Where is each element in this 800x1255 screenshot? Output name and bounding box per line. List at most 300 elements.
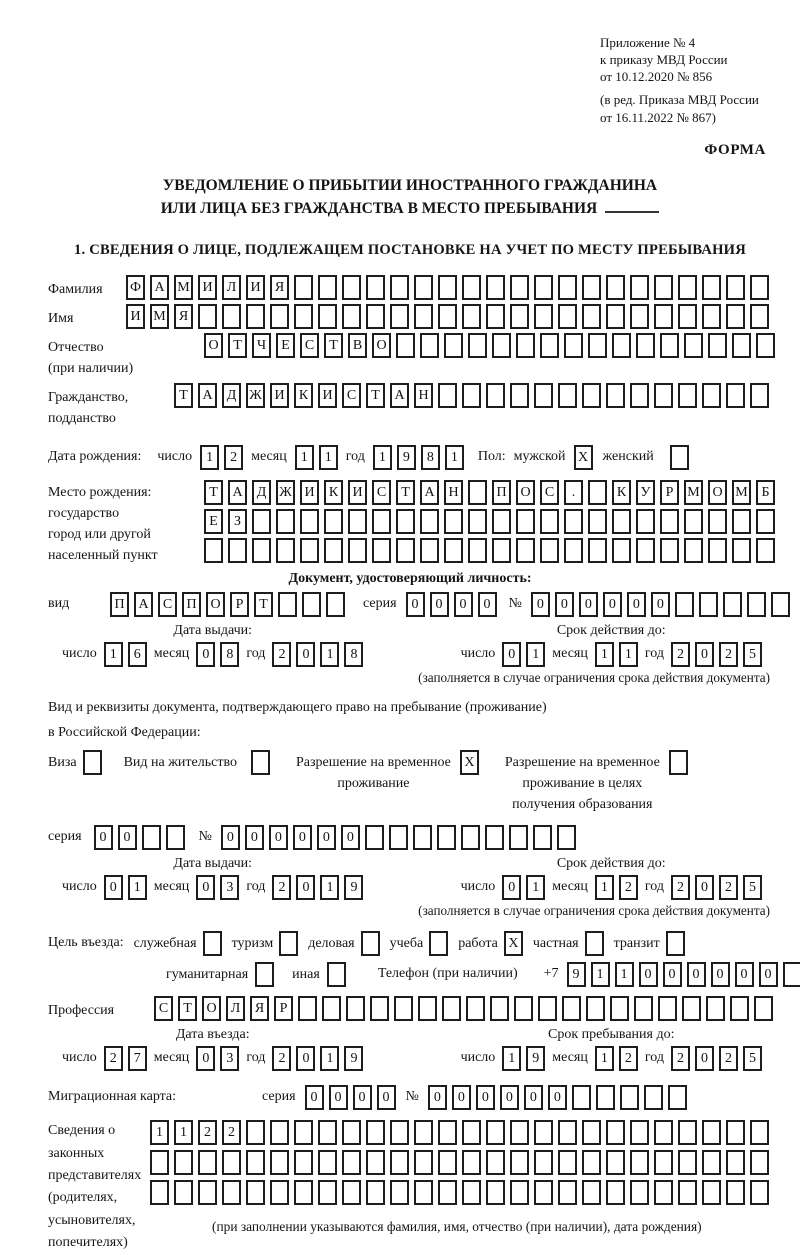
purpose-transit-checkbox[interactable] bbox=[666, 931, 685, 956]
char-box[interactable]: 0 bbox=[428, 1085, 447, 1110]
char-box[interactable] bbox=[414, 1180, 433, 1205]
char-box[interactable]: 9 bbox=[344, 1046, 363, 1071]
char-box[interactable]: 1 bbox=[320, 875, 339, 900]
char-box[interactable] bbox=[540, 509, 559, 534]
char-box[interactable] bbox=[540, 333, 559, 358]
char-box[interactable]: 1 bbox=[595, 642, 614, 667]
char-box[interactable]: И bbox=[198, 275, 217, 300]
char-box[interactable]: 0 bbox=[478, 592, 497, 617]
char-box[interactable] bbox=[461, 825, 480, 850]
char-box[interactable] bbox=[534, 1120, 553, 1145]
char-box[interactable] bbox=[318, 304, 337, 329]
char-box[interactable]: 1 bbox=[373, 445, 392, 470]
char-box[interactable] bbox=[726, 275, 745, 300]
char-box[interactable] bbox=[572, 1085, 591, 1110]
char-box[interactable] bbox=[636, 538, 655, 563]
char-box[interactable]: Л bbox=[222, 275, 241, 300]
char-box[interactable] bbox=[558, 383, 577, 408]
char-box[interactable] bbox=[678, 383, 697, 408]
char-box[interactable]: О bbox=[202, 996, 221, 1021]
char-box[interactable]: С bbox=[342, 383, 361, 408]
char-box[interactable]: Т bbox=[178, 996, 197, 1021]
char-box[interactable]: И bbox=[348, 480, 367, 505]
char-box[interactable]: 0 bbox=[317, 825, 336, 850]
char-box[interactable]: 2 bbox=[619, 875, 638, 900]
char-box[interactable] bbox=[342, 304, 361, 329]
char-box[interactable] bbox=[198, 1180, 217, 1205]
char-box[interactable] bbox=[634, 996, 653, 1021]
char-box[interactable] bbox=[270, 1120, 289, 1145]
char-box[interactable] bbox=[708, 538, 727, 563]
char-box[interactable]: К bbox=[612, 480, 631, 505]
char-box[interactable]: М bbox=[684, 480, 703, 505]
char-box[interactable]: 5 bbox=[743, 1046, 762, 1071]
char-box[interactable]: 9 bbox=[526, 1046, 545, 1071]
char-box[interactable]: 0 bbox=[406, 592, 425, 617]
char-box[interactable] bbox=[462, 383, 481, 408]
char-box[interactable] bbox=[678, 304, 697, 329]
char-box[interactable]: Ж bbox=[276, 480, 295, 505]
char-box[interactable] bbox=[342, 275, 361, 300]
char-box[interactable] bbox=[732, 509, 751, 534]
sex-male-checkbox[interactable]: X bbox=[574, 445, 593, 470]
char-box[interactable] bbox=[582, 383, 601, 408]
char-box[interactable] bbox=[394, 996, 413, 1021]
char-box[interactable]: Т bbox=[228, 333, 247, 358]
char-box[interactable]: 3 bbox=[220, 1046, 239, 1071]
char-box[interactable] bbox=[754, 996, 773, 1021]
char-box[interactable]: 1 bbox=[526, 642, 545, 667]
char-box[interactable]: 1 bbox=[591, 962, 610, 987]
char-box[interactable] bbox=[582, 1180, 601, 1205]
char-box[interactable]: 0 bbox=[221, 825, 240, 850]
char-box[interactable]: 2 bbox=[619, 1046, 638, 1071]
char-box[interactable] bbox=[348, 538, 367, 563]
char-box[interactable]: 2 bbox=[719, 875, 738, 900]
char-box[interactable]: 0 bbox=[639, 962, 658, 987]
char-box[interactable]: 3 bbox=[220, 875, 239, 900]
char-box[interactable] bbox=[562, 996, 581, 1021]
char-box[interactable]: А bbox=[134, 592, 153, 617]
char-box[interactable]: 0 bbox=[196, 1046, 215, 1071]
char-box[interactable] bbox=[750, 1180, 769, 1205]
char-box[interactable] bbox=[702, 1180, 721, 1205]
char-box[interactable]: 1 bbox=[619, 642, 638, 667]
char-box[interactable]: Я bbox=[270, 275, 289, 300]
char-box[interactable]: 2 bbox=[671, 875, 690, 900]
char-box[interactable]: 0 bbox=[118, 825, 137, 850]
char-box[interactable] bbox=[660, 333, 679, 358]
char-box[interactable]: 0 bbox=[759, 962, 778, 987]
char-box[interactable] bbox=[370, 996, 389, 1021]
char-box[interactable] bbox=[706, 996, 725, 1021]
char-box[interactable]: С bbox=[300, 333, 319, 358]
char-box[interactable] bbox=[726, 1120, 745, 1145]
residence-permit-checkbox[interactable] bbox=[251, 750, 270, 775]
char-box[interactable]: И bbox=[270, 383, 289, 408]
char-box[interactable] bbox=[702, 304, 721, 329]
char-box[interactable] bbox=[468, 333, 487, 358]
char-box[interactable]: Ч bbox=[252, 333, 271, 358]
purpose-official-checkbox[interactable] bbox=[203, 931, 222, 956]
char-box[interactable]: У bbox=[636, 480, 655, 505]
purpose-tourism-checkbox[interactable] bbox=[279, 931, 298, 956]
char-box[interactable] bbox=[396, 509, 415, 534]
char-box[interactable]: 0 bbox=[329, 1085, 348, 1110]
char-box[interactable] bbox=[366, 304, 385, 329]
char-box[interactable] bbox=[756, 538, 775, 563]
visa-checkbox[interactable] bbox=[83, 750, 102, 775]
char-box[interactable]: И bbox=[126, 304, 145, 329]
char-box[interactable]: 0 bbox=[627, 592, 646, 617]
char-box[interactable] bbox=[630, 304, 649, 329]
char-box[interactable]: 0 bbox=[735, 962, 754, 987]
char-box[interactable] bbox=[294, 275, 313, 300]
char-box[interactable]: 1 bbox=[128, 875, 147, 900]
char-box[interactable] bbox=[462, 304, 481, 329]
char-box[interactable] bbox=[300, 509, 319, 534]
char-box[interactable] bbox=[246, 1120, 265, 1145]
char-box[interactable] bbox=[486, 1120, 505, 1145]
char-box[interactable] bbox=[444, 509, 463, 534]
char-box[interactable]: Р bbox=[660, 480, 679, 505]
char-box[interactable] bbox=[558, 275, 577, 300]
char-box[interactable]: Т bbox=[174, 383, 193, 408]
char-box[interactable]: 2 bbox=[198, 1120, 217, 1145]
char-box[interactable] bbox=[142, 825, 161, 850]
char-box[interactable] bbox=[438, 383, 457, 408]
char-box[interactable] bbox=[228, 538, 247, 563]
char-box[interactable]: 0 bbox=[711, 962, 730, 987]
char-box[interactable]: Р bbox=[230, 592, 249, 617]
char-box[interactable]: 0 bbox=[452, 1085, 471, 1110]
char-box[interactable] bbox=[771, 592, 790, 617]
char-box[interactable] bbox=[342, 1120, 361, 1145]
char-box[interactable]: А bbox=[420, 480, 439, 505]
char-box[interactable] bbox=[413, 825, 432, 850]
char-box[interactable]: Д bbox=[222, 383, 241, 408]
char-box[interactable]: 0 bbox=[104, 875, 123, 900]
char-box[interactable] bbox=[586, 996, 605, 1021]
char-box[interactable] bbox=[366, 1180, 385, 1205]
char-box[interactable] bbox=[462, 1120, 481, 1145]
char-box[interactable]: 0 bbox=[695, 1046, 714, 1071]
char-box[interactable] bbox=[612, 333, 631, 358]
char-box[interactable]: П bbox=[182, 592, 201, 617]
char-box[interactable] bbox=[726, 304, 745, 329]
char-box[interactable]: 0 bbox=[377, 1085, 396, 1110]
char-box[interactable] bbox=[678, 275, 697, 300]
char-box[interactable] bbox=[509, 825, 528, 850]
char-box[interactable]: 0 bbox=[579, 592, 598, 617]
char-box[interactable]: П bbox=[492, 480, 511, 505]
char-box[interactable] bbox=[510, 1180, 529, 1205]
char-box[interactable] bbox=[783, 962, 800, 987]
char-box[interactable]: О bbox=[206, 592, 225, 617]
char-box[interactable]: 1 bbox=[319, 445, 338, 470]
char-box[interactable]: 9 bbox=[567, 962, 586, 987]
char-box[interactable] bbox=[644, 1085, 663, 1110]
char-box[interactable]: 0 bbox=[269, 825, 288, 850]
char-box[interactable]: А bbox=[390, 383, 409, 408]
char-box[interactable] bbox=[606, 383, 625, 408]
char-box[interactable] bbox=[678, 1120, 697, 1145]
char-box[interactable] bbox=[726, 1180, 745, 1205]
char-box[interactable] bbox=[678, 1180, 697, 1205]
char-box[interactable] bbox=[492, 538, 511, 563]
char-box[interactable]: 0 bbox=[353, 1085, 372, 1110]
char-box[interactable] bbox=[750, 304, 769, 329]
char-box[interactable] bbox=[654, 1180, 673, 1205]
char-box[interactable]: 0 bbox=[524, 1085, 543, 1110]
char-box[interactable] bbox=[588, 480, 607, 505]
char-box[interactable]: 0 bbox=[341, 825, 360, 850]
char-box[interactable] bbox=[324, 538, 343, 563]
char-box[interactable] bbox=[654, 383, 673, 408]
char-box[interactable] bbox=[486, 304, 505, 329]
char-box[interactable]: О bbox=[516, 480, 535, 505]
char-box[interactable]: 9 bbox=[397, 445, 416, 470]
char-box[interactable] bbox=[620, 1085, 639, 1110]
char-box[interactable]: К bbox=[294, 383, 313, 408]
char-box[interactable] bbox=[492, 509, 511, 534]
char-box[interactable] bbox=[444, 538, 463, 563]
char-box[interactable] bbox=[660, 538, 679, 563]
temp-residence-checkbox[interactable]: X bbox=[460, 750, 479, 775]
char-box[interactable]: 0 bbox=[296, 875, 315, 900]
char-box[interactable]: Ф bbox=[126, 275, 145, 300]
char-box[interactable] bbox=[326, 592, 345, 617]
char-box[interactable]: 2 bbox=[671, 1046, 690, 1071]
char-box[interactable] bbox=[510, 304, 529, 329]
char-box[interactable] bbox=[654, 1120, 673, 1145]
char-box[interactable]: 0 bbox=[430, 592, 449, 617]
char-box[interactable]: 1 bbox=[502, 1046, 521, 1071]
char-box[interactable] bbox=[668, 1085, 687, 1110]
char-box[interactable] bbox=[630, 1120, 649, 1145]
char-box[interactable]: 8 bbox=[421, 445, 440, 470]
char-box[interactable] bbox=[750, 1120, 769, 1145]
char-box[interactable]: О bbox=[708, 480, 727, 505]
char-box[interactable]: 0 bbox=[663, 962, 682, 987]
char-box[interactable] bbox=[390, 275, 409, 300]
char-box[interactable]: Б bbox=[756, 480, 775, 505]
char-box[interactable] bbox=[534, 275, 553, 300]
char-box[interactable] bbox=[270, 1180, 289, 1205]
char-box[interactable]: К bbox=[324, 480, 343, 505]
char-box[interactable]: 8 bbox=[344, 642, 363, 667]
char-box[interactable]: 2 bbox=[671, 642, 690, 667]
char-box[interactable]: Т bbox=[324, 333, 343, 358]
char-box[interactable] bbox=[516, 333, 535, 358]
char-box[interactable]: 0 bbox=[293, 825, 312, 850]
char-box[interactable]: Е bbox=[276, 333, 295, 358]
char-box[interactable] bbox=[365, 825, 384, 850]
char-box[interactable] bbox=[564, 333, 583, 358]
purpose-humanitarian-checkbox[interactable] bbox=[255, 962, 274, 987]
char-box[interactable] bbox=[390, 304, 409, 329]
purpose-other-checkbox[interactable] bbox=[327, 962, 346, 987]
char-box[interactable]: 0 bbox=[296, 642, 315, 667]
char-box[interactable]: И bbox=[300, 480, 319, 505]
char-box[interactable] bbox=[276, 538, 295, 563]
char-box[interactable]: 1 bbox=[200, 445, 219, 470]
char-box[interactable]: М bbox=[150, 304, 169, 329]
char-box[interactable] bbox=[750, 383, 769, 408]
char-box[interactable]: И bbox=[246, 275, 265, 300]
char-box[interactable] bbox=[366, 275, 385, 300]
char-box[interactable]: О bbox=[204, 333, 223, 358]
char-box[interactable] bbox=[588, 509, 607, 534]
char-box[interactable]: Н bbox=[444, 480, 463, 505]
char-box[interactable] bbox=[438, 1120, 457, 1145]
char-box[interactable] bbox=[492, 333, 511, 358]
char-box[interactable]: 1 bbox=[150, 1120, 169, 1145]
char-box[interactable] bbox=[610, 996, 629, 1021]
char-box[interactable] bbox=[466, 996, 485, 1021]
char-box[interactable] bbox=[564, 509, 583, 534]
char-box[interactable]: 1 bbox=[320, 1046, 339, 1071]
char-box[interactable] bbox=[582, 275, 601, 300]
char-box[interactable]: Я bbox=[250, 996, 269, 1021]
char-box[interactable] bbox=[606, 275, 625, 300]
char-box[interactable] bbox=[389, 825, 408, 850]
char-box[interactable] bbox=[414, 1120, 433, 1145]
char-box[interactable] bbox=[533, 825, 552, 850]
char-box[interactable] bbox=[684, 509, 703, 534]
char-box[interactable] bbox=[702, 1120, 721, 1145]
char-box[interactable]: 2 bbox=[719, 642, 738, 667]
char-box[interactable] bbox=[438, 1180, 457, 1205]
char-box[interactable] bbox=[278, 592, 297, 617]
char-box[interactable] bbox=[636, 333, 655, 358]
char-box[interactable] bbox=[606, 1180, 625, 1205]
char-box[interactable]: 2 bbox=[222, 1120, 241, 1145]
char-box[interactable] bbox=[699, 592, 718, 617]
char-box[interactable] bbox=[298, 996, 317, 1021]
char-box[interactable] bbox=[222, 304, 241, 329]
purpose-business-checkbox[interactable] bbox=[361, 931, 380, 956]
char-box[interactable] bbox=[276, 509, 295, 534]
char-box[interactable]: 2 bbox=[224, 445, 243, 470]
char-box[interactable]: 1 bbox=[295, 445, 314, 470]
char-box[interactable]: С bbox=[154, 996, 173, 1021]
char-box[interactable]: 0 bbox=[695, 642, 714, 667]
char-box[interactable] bbox=[612, 509, 631, 534]
char-box[interactable] bbox=[612, 538, 631, 563]
char-box[interactable] bbox=[486, 1180, 505, 1205]
char-box[interactable]: 1 bbox=[526, 875, 545, 900]
char-box[interactable]: 0 bbox=[502, 875, 521, 900]
char-box[interactable] bbox=[372, 509, 391, 534]
char-box[interactable]: 1 bbox=[320, 642, 339, 667]
char-box[interactable] bbox=[396, 538, 415, 563]
char-box[interactable]: М bbox=[732, 480, 751, 505]
char-box[interactable] bbox=[558, 1180, 577, 1205]
char-box[interactable] bbox=[486, 275, 505, 300]
char-box[interactable] bbox=[630, 383, 649, 408]
char-box[interactable]: 0 bbox=[687, 962, 706, 987]
char-box[interactable] bbox=[534, 304, 553, 329]
char-box[interactable] bbox=[462, 1180, 481, 1205]
purpose-work-checkbox[interactable]: X bbox=[504, 931, 523, 956]
char-box[interactable] bbox=[246, 304, 265, 329]
char-box[interactable] bbox=[468, 509, 487, 534]
char-box[interactable] bbox=[438, 275, 457, 300]
char-box[interactable] bbox=[538, 996, 557, 1021]
char-box[interactable] bbox=[654, 304, 673, 329]
char-box[interactable] bbox=[468, 538, 487, 563]
char-box[interactable] bbox=[390, 1120, 409, 1145]
char-box[interactable]: 1 bbox=[174, 1120, 193, 1145]
char-box[interactable] bbox=[324, 509, 343, 534]
temp-residence-edu-checkbox[interactable] bbox=[669, 750, 688, 775]
char-box[interactable]: Я bbox=[174, 304, 193, 329]
char-box[interactable]: Л bbox=[226, 996, 245, 1021]
char-box[interactable]: 0 bbox=[454, 592, 473, 617]
char-box[interactable] bbox=[318, 1180, 337, 1205]
char-box[interactable] bbox=[534, 383, 553, 408]
char-box[interactable] bbox=[540, 538, 559, 563]
char-box[interactable]: Т bbox=[254, 592, 273, 617]
char-box[interactable] bbox=[606, 304, 625, 329]
char-box[interactable] bbox=[636, 509, 655, 534]
char-box[interactable] bbox=[174, 1180, 193, 1205]
char-box[interactable]: 0 bbox=[603, 592, 622, 617]
char-box[interactable] bbox=[682, 996, 701, 1021]
char-box[interactable] bbox=[516, 509, 535, 534]
char-box[interactable]: А bbox=[150, 275, 169, 300]
char-box[interactable]: 2 bbox=[272, 875, 291, 900]
char-box[interactable]: В bbox=[348, 333, 367, 358]
char-box[interactable]: 0 bbox=[651, 592, 670, 617]
char-box[interactable]: П bbox=[110, 592, 129, 617]
char-box[interactable]: Т bbox=[366, 383, 385, 408]
char-box[interactable]: 0 bbox=[305, 1085, 324, 1110]
char-box[interactable]: Т bbox=[204, 480, 223, 505]
char-box[interactable]: 2 bbox=[272, 1046, 291, 1071]
char-box[interactable] bbox=[294, 304, 313, 329]
char-box[interactable] bbox=[596, 1085, 615, 1110]
char-box[interactable] bbox=[246, 1180, 265, 1205]
char-box[interactable] bbox=[468, 480, 487, 505]
char-box[interactable]: 0 bbox=[196, 875, 215, 900]
char-box[interactable] bbox=[372, 538, 391, 563]
char-box[interactable] bbox=[516, 538, 535, 563]
char-box[interactable]: 0 bbox=[245, 825, 264, 850]
char-box[interactable]: А bbox=[228, 480, 247, 505]
char-box[interactable]: 1 bbox=[595, 1046, 614, 1071]
char-box[interactable] bbox=[684, 538, 703, 563]
char-box[interactable]: 0 bbox=[476, 1085, 495, 1110]
char-box[interactable] bbox=[588, 333, 607, 358]
char-box[interactable]: С bbox=[540, 480, 559, 505]
char-box[interactable] bbox=[702, 383, 721, 408]
char-box[interactable] bbox=[390, 1180, 409, 1205]
char-box[interactable]: 5 bbox=[743, 642, 762, 667]
char-box[interactable] bbox=[346, 996, 365, 1021]
char-box[interactable] bbox=[420, 509, 439, 534]
char-box[interactable] bbox=[732, 333, 751, 358]
char-box[interactable]: 0 bbox=[555, 592, 574, 617]
char-box[interactable]: Е bbox=[204, 509, 223, 534]
purpose-private-checkbox[interactable] bbox=[585, 931, 604, 956]
char-box[interactable]: Ж bbox=[246, 383, 265, 408]
char-box[interactable]: Р bbox=[274, 996, 293, 1021]
char-box[interactable] bbox=[557, 825, 576, 850]
char-box[interactable] bbox=[708, 509, 727, 534]
char-box[interactable] bbox=[414, 275, 433, 300]
